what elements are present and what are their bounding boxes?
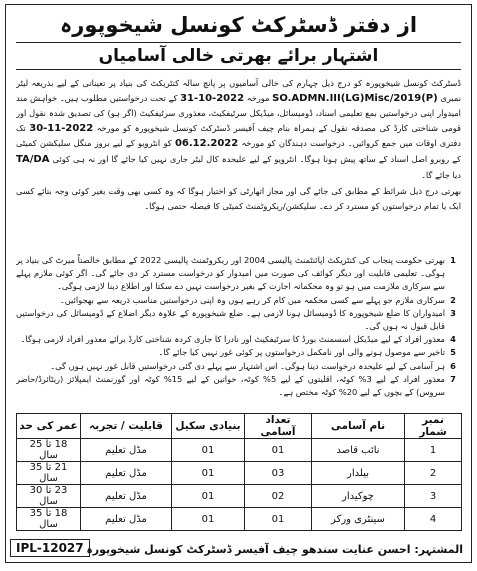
intro-paragraph-1 xyxy=(16,76,461,182)
cell-qualification: مڈل تعلیم xyxy=(81,485,172,508)
intro-part-c: کے تحت درخواستیں مطلوب ہیں۔ خواہش مند امیدوار اپنی درخواستیں بمع تعلیمی اسناد، ڈومیسائل، میڈیکل سرٹیفکیٹ، معذوری سرٹیفکیٹ (اگر ہو) کی تصدیق شدہ نقول اور قومی شناختی کارڈ کی مصدقہ نقول کے ہمراہ بنام چیف آفیسر ڈسٹرکٹ کونسل شیخوپورہ کو مورخہ xyxy=(16,92,461,133)
table-row xyxy=(17,439,462,462)
col-serial: نمبر شمار xyxy=(405,414,462,439)
intro-part-f: دیا جائے گا۔ xyxy=(421,169,461,180)
intro-part-e: کو انٹرویو کے لیے بروز منگل سلیکشن کمیٹی کے روبرو اصل اسناد کے ساتھ پیش ہونا ہوگا۔ انٹرویو کے لیے علیحدہ کال لیٹر جاری نہیں کیا جائے گا اور نہ ہی کوئی xyxy=(16,138,461,164)
term-item xyxy=(16,254,461,294)
term-number: 5 xyxy=(450,347,456,358)
letter-date: 31-10-2022 xyxy=(180,92,245,104)
advertiser-signature: المشتہر: احسن عنایت سندھو چیف آفیسر ڈسٹرکٹ کونسل شیخوپورہ xyxy=(86,543,463,556)
cell-post-count: 03 xyxy=(245,462,312,485)
term-item xyxy=(16,307,461,333)
cell-post-count: 02 xyxy=(245,485,312,508)
table-row xyxy=(17,485,462,508)
term-number: 2 xyxy=(450,294,456,305)
cell-serial: 4 xyxy=(405,508,462,531)
table-row xyxy=(17,508,462,531)
ad-banner: اشتہار برائے بھرتی خالی آسامیاں xyxy=(16,42,461,70)
term-item xyxy=(16,360,461,373)
col-post-count: تعداد آسامی xyxy=(245,414,312,439)
cell-serial: 2 xyxy=(405,462,462,485)
vacancies-table xyxy=(16,413,462,531)
interview-date: 06.12.2022 xyxy=(174,138,239,150)
intro-paragraph-2: بھرتی درج ذیل شرائط کے مطابق کی جائے گی اور مجاز اتھارٹی کو اختیار ہوگا کہ وہ کسی بھی وقت بغیر کوئی وجہ بتائے کسی ایک یا تمام درخواستوں کو مسترد کر دے۔ سلیکشن/ریکروٹمنٹ کمیٹی کا فیصلہ حتمی ہوگا۔ xyxy=(16,186,461,211)
terms-list xyxy=(16,254,461,424)
cell-scale: 01 xyxy=(172,508,245,531)
intro-part-b: مورخہ xyxy=(246,92,270,103)
cell-qualification: مڈل تعلیم xyxy=(81,439,172,462)
cell-post-name: نائب قاصد xyxy=(312,439,405,462)
term-item xyxy=(16,373,461,399)
cell-age-limit: 21 تا 35 سال xyxy=(17,462,81,485)
cell-post-name: سینٹری ورکر xyxy=(312,508,405,531)
term-text: امیدواران کا ضلع شیخوپورہ کا ڈومیسائل ہونا لازمی ہے۔ ضلع شیخوپورہ کے علاوہ دیگر اضلاع کے ڈومیسائل کی درخواستیں قابل قبول نہ ہوں گی۔ xyxy=(16,307,445,332)
cell-post-count: 01 xyxy=(245,508,312,531)
intro-part-a: ڈسٹرکٹ کونسل شیخوپورہ کو درج ذیل چہارم کی خالی آسامیوں پر پانچ سالہ کنٹریکٹ کی بنیاد پر تعیناتی کے لیے بذریعہ لیٹر نمبری xyxy=(16,78,461,103)
col-qualification: قابلیت / تجربہ xyxy=(81,414,172,439)
intro-part-d: تک دفتری اوقات میں جمع کروائیں۔ درخواست دہندگان کو مورخہ xyxy=(16,122,461,149)
term-number: 7 xyxy=(450,373,456,384)
cell-scale: 01 xyxy=(172,439,245,462)
term-number: 4 xyxy=(450,334,456,345)
cell-age-limit: 23 تا 30 سال xyxy=(17,485,81,508)
cell-scale: 01 xyxy=(172,485,245,508)
cell-post-name: چوکیدار xyxy=(312,485,405,508)
advertisement-page xyxy=(5,4,472,563)
table-row xyxy=(17,462,462,485)
cell-serial: 3 xyxy=(405,485,462,508)
ipl-reference: IPL-12027 xyxy=(10,539,90,557)
tada-label: TA/DA xyxy=(16,153,50,165)
col-scale: بنیادی سکیل xyxy=(172,414,245,439)
office-title: از دفتر ڈسٹرکٹ کونسل شیخوپورہ xyxy=(59,13,418,37)
term-text: ہر آسامی کے لیے علیحدہ درخواست دینا ہوگی۔ اس اشتہار سے پہلے دی گئی درخواستیں قابل غور نہیں ہوں گی۔ xyxy=(50,360,445,371)
deadline-date: 30-11-2022 xyxy=(29,122,94,134)
col-age-limit: عمر کی حد xyxy=(17,414,81,439)
term-item xyxy=(16,346,461,359)
term-text: تاخیر سے موصول ہونے والی اور نامکمل درخواستوں پر کوئی غور نہیں کیا جائے گا۔ xyxy=(158,347,445,358)
cell-post-count: 01 xyxy=(245,439,312,462)
term-text: معذور افراد کے لیے 3% کوٹہ، اقلیتوں کے لیے 5% کوٹہ، خواتین کے لیے 15% کوٹہ اور گورنمنٹ ایمپلائز (ریٹائرڈ/حاضر سروس) کے بچوں کے لیے 20% کوٹہ مختص ہے۔ xyxy=(16,373,446,398)
cell-serial: 1 xyxy=(405,439,462,462)
term-item xyxy=(16,294,461,307)
letter-number: SO.ADMN.III(LG)Misc/2019(P) xyxy=(272,92,438,104)
term-text: بھرتی حکومت پنجاب کی کنٹریکٹ اپائنٹمنٹ پالیسی 2004 اور ریکروٹمنٹ پالیسی 2022 کے مطابق خالصتاً میرٹ کی بنیاد پر ہوگی۔ تعلیمی قابلیت اور دیگر کوائف کی صورت میں امیدوار کو درخواست مسترد کر دی جائے گی۔ اگر کوئی ملازم پہلے سے سرکاری ملازمت میں ہو تو وہ محکمانہ اجازت کے بغیر درخواست نہیں دے سکتا اور اطلاع دینا لازمی ہوگی۔ xyxy=(16,255,445,292)
term-number: 3 xyxy=(450,307,456,318)
cell-qualification: مڈل تعلیم xyxy=(81,462,172,485)
cell-post-name: بیلدار xyxy=(312,462,405,485)
table-header-row xyxy=(17,414,462,439)
term-number: 6 xyxy=(450,360,456,371)
cell-qualification: مڈل تعلیم xyxy=(81,508,172,531)
term-text: سرکاری ملازم جو پہلے سے کسی محکمہ میں کام کر رہے ہوں وہ اپنی درخواستیں مناسب ذریعہ سے بھجوائیں۔ xyxy=(59,294,445,305)
term-number: 1 xyxy=(450,255,456,265)
cell-scale: 01 xyxy=(172,462,245,485)
term-item xyxy=(16,333,461,346)
cell-age-limit: 18 تا 35 سال xyxy=(17,508,81,531)
term-text: معذور افراد کے لیے میڈیکل اسسمنٹ بورڈ کا سرٹیفکیٹ اور نادرا کا جاری کردہ شناختی کارڈ برائے معذور افراد لازمی ہوگا۔ xyxy=(20,334,445,345)
col-post-name: نام آسامی xyxy=(312,414,405,439)
intro-text xyxy=(16,76,461,250)
cell-age-limit: 18 تا 25 سال xyxy=(17,439,81,462)
